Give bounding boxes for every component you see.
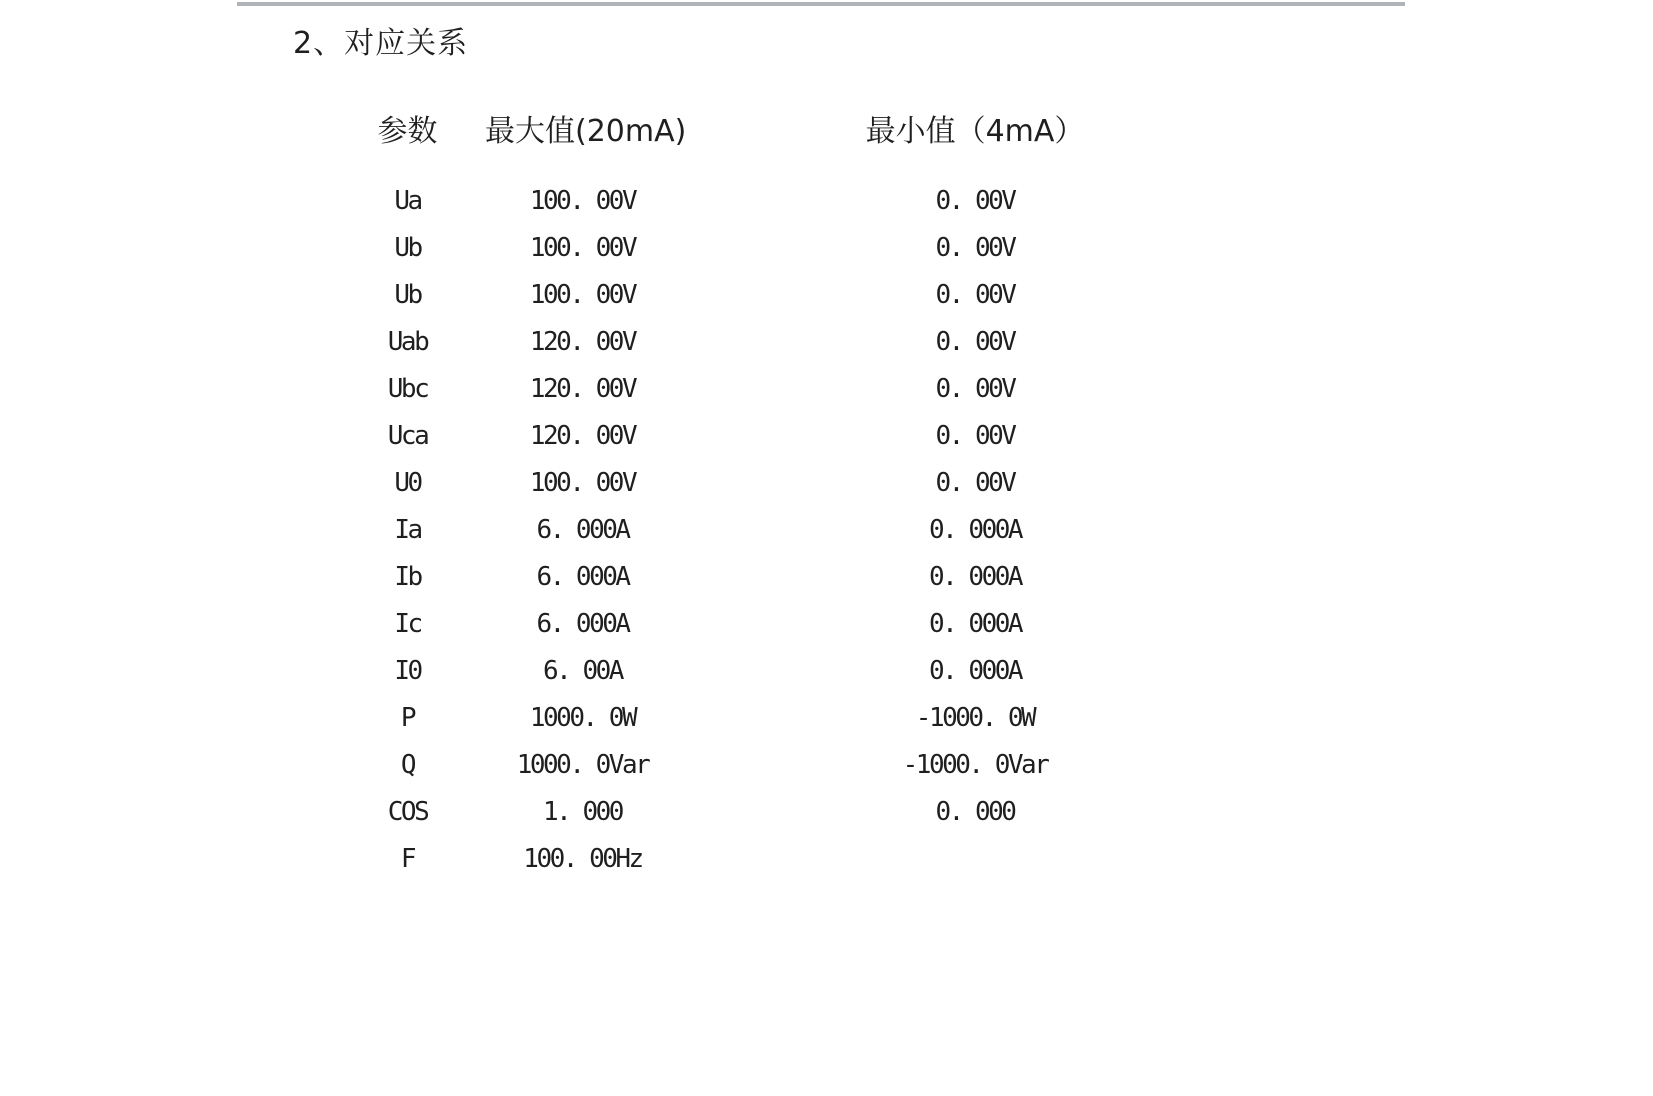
min-value-cell: -1000. 0W	[915, 703, 1035, 733]
min-value-cell: 0. 00V	[935, 374, 1015, 404]
table-row	[330, 554, 1270, 601]
param-cell: Ia	[394, 515, 421, 545]
max-value-cell: 1000. 0W	[529, 703, 636, 733]
param-cell: F	[400, 844, 415, 874]
param-cell: P	[400, 703, 415, 733]
param-cell: Ub	[394, 280, 421, 310]
max-value-cell: 100. 00V	[529, 280, 636, 310]
min-value-cell: 0. 00V	[935, 468, 1015, 498]
param-cell: Q	[400, 750, 415, 780]
table-row	[330, 413, 1270, 460]
parameter-mapping-table	[330, 108, 1270, 883]
max-value-cell: 6. 000A	[536, 609, 629, 639]
max-value-cell: 6. 000A	[536, 562, 629, 592]
header-min-value: 最小值（4mA）	[865, 114, 1085, 149]
table-row	[330, 695, 1270, 742]
table-row	[330, 178, 1270, 225]
min-value-cell: 0. 000A	[928, 515, 1022, 545]
table-row	[330, 836, 1270, 883]
header-max-value: 最大值(20mA)	[485, 114, 687, 149]
param-cell: Ubc	[387, 374, 428, 404]
param-cell: Ua	[394, 186, 421, 216]
table-row	[330, 742, 1270, 789]
param-cell: I0	[394, 656, 421, 686]
max-value-cell: 100. 00V	[529, 186, 636, 216]
max-value-cell: 6. 000A	[536, 515, 629, 545]
param-cell: Ic	[394, 609, 421, 639]
table-row	[330, 319, 1270, 366]
param-cell: U0	[394, 468, 421, 498]
max-value-cell: 100. 00V	[529, 233, 636, 263]
table-row	[330, 366, 1270, 413]
table-body	[330, 178, 1270, 883]
section-title: 2、对应关系	[293, 26, 469, 61]
page-top-divider	[237, 2, 1405, 6]
table-row	[330, 648, 1270, 695]
min-value-cell: 0. 000A	[928, 656, 1022, 686]
table-row	[330, 225, 1270, 272]
max-value-cell: 120. 00V	[529, 421, 636, 451]
min-value-cell	[680, 836, 1270, 883]
max-value-cell: 1. 000	[543, 797, 622, 827]
min-value-cell: 0. 00V	[935, 186, 1015, 216]
table-row	[330, 460, 1270, 507]
min-value-cell: 0. 000A	[928, 562, 1022, 592]
min-value-cell: 0. 000A	[928, 609, 1022, 639]
max-value-cell: 100. 00V	[529, 468, 636, 498]
header-param: 参数	[377, 114, 438, 149]
min-value-cell: 0. 000	[935, 797, 1015, 827]
min-value-cell: 0. 00V	[935, 233, 1015, 263]
table-row	[330, 272, 1270, 319]
param-cell: Ib	[394, 562, 421, 592]
table-row	[330, 507, 1270, 554]
max-value-cell: 1000. 0Var	[516, 750, 649, 780]
min-value-cell: 0. 00V	[935, 421, 1015, 451]
table-header-row	[330, 108, 1270, 155]
max-value-cell: 120. 00V	[529, 327, 636, 357]
min-value-cell: -1000. 0Var	[902, 750, 1048, 780]
min-value-cell: 0. 00V	[935, 280, 1015, 310]
param-cell: COS	[387, 797, 428, 827]
table-row	[330, 789, 1270, 836]
max-value-cell: 6. 00A	[543, 656, 622, 686]
param-cell: Ub	[394, 233, 421, 263]
table-row	[330, 601, 1270, 648]
param-cell: Uca	[387, 421, 428, 451]
min-value-cell: 0. 00V	[935, 327, 1015, 357]
param-cell: Uab	[387, 327, 428, 357]
max-value-cell: 120. 00V	[529, 374, 636, 404]
max-value-cell: 100. 00Hz	[523, 844, 642, 874]
